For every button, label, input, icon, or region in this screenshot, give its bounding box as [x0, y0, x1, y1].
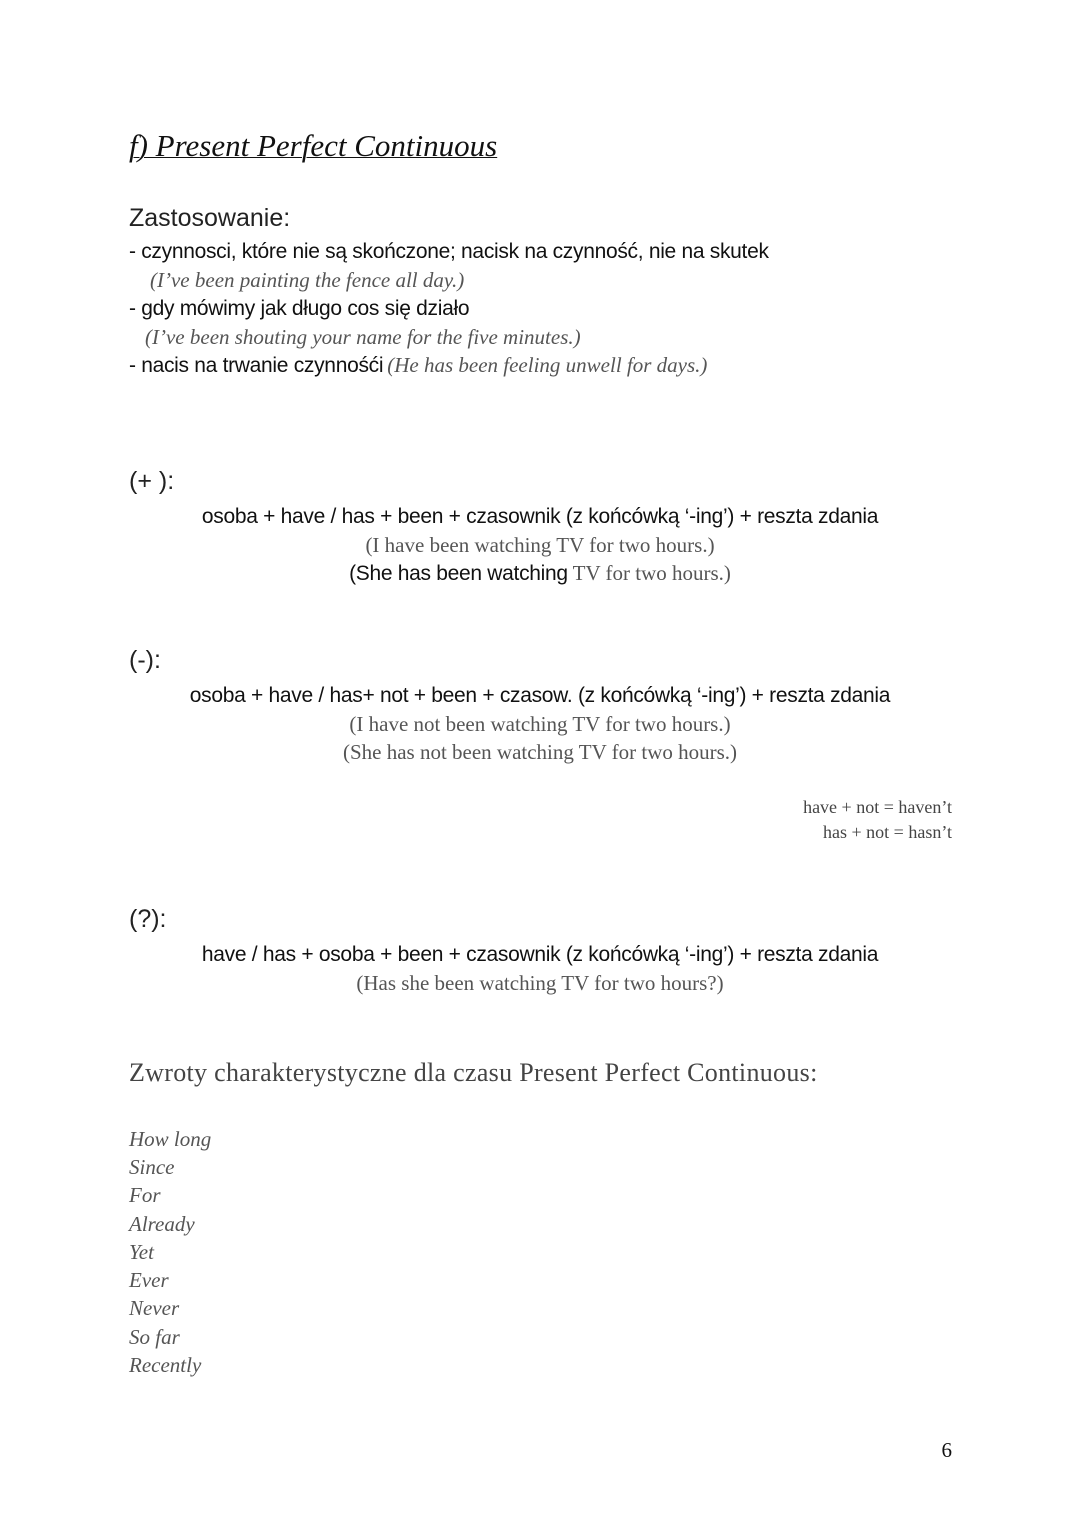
contraction-note: have + not = haven’t [803, 797, 952, 817]
usage-item: - nacis na trwanie czynnośći [129, 354, 384, 377]
usage-heading: Zastosowanie: [129, 204, 291, 232]
usage-example: (He has been feeling unwell for days.) [387, 353, 708, 377]
phrases-heading: Zwroty charakterystyczne dla czasu Present Perfect Continuous: [129, 1058, 818, 1087]
phrase-item: Yet [129, 1240, 154, 1264]
phrase-item: Ever [129, 1268, 169, 1292]
question-example: (Has she been watching TV for two hours?) [356, 971, 724, 995]
positive-example-bold: (She has been watching [349, 562, 568, 585]
usage-item: - czynnosci, które nie są skończone; nacisk na czynność, nie na skutek [129, 240, 769, 263]
positive-example: (I have been watching TV for two hours.) [365, 533, 715, 557]
phrase-item: Never [129, 1296, 180, 1320]
phrase-item: Since [129, 1155, 175, 1179]
question-formula: have / has + osoba + been + czasownik (z końcówką ‘-ing’) + reszta zdania [201, 943, 879, 966]
phrase-item: Already [129, 1212, 195, 1236]
usage-example: (I’ve been painting the fence all day.) [150, 268, 465, 292]
phrase-item: So far [129, 1325, 180, 1349]
negative-example: (I have not been watching TV for two hours.) [349, 712, 731, 736]
section-title: f) Present Perfect Continuous [129, 128, 498, 163]
question-label: (?): [129, 905, 167, 933]
positive-formula: osoba + have / has + been + czasownik (z końcówką ‘-ing’) + reszta zdania [201, 505, 879, 528]
positive-example-rest: TV for two hours.) [567, 561, 731, 585]
usage-example: (I’ve been shouting your name for the five minutes.) [145, 325, 581, 349]
usage-item: - gdy mówimy jak długo cos się działo [129, 297, 470, 320]
positive-example-row [0, 561, 1080, 586]
positive-label: (+ ): [129, 467, 175, 495]
negative-example: (She has not been watching TV for two hours.) [342, 740, 738, 764]
phrase-item: How long [129, 1127, 212, 1151]
negative-label: (-): [129, 646, 161, 674]
page-number: 6 [941, 1438, 952, 1462]
negative-formula: osoba + have / has+ not + been + czasow. (z końcówką ‘-ing’) + reszta zdania [189, 684, 891, 707]
phrase-item: Recently [129, 1353, 202, 1377]
phrase-item: For [129, 1183, 161, 1207]
usage-item-row [129, 353, 707, 378]
contraction-note: has + not = hasn’t [823, 822, 952, 842]
